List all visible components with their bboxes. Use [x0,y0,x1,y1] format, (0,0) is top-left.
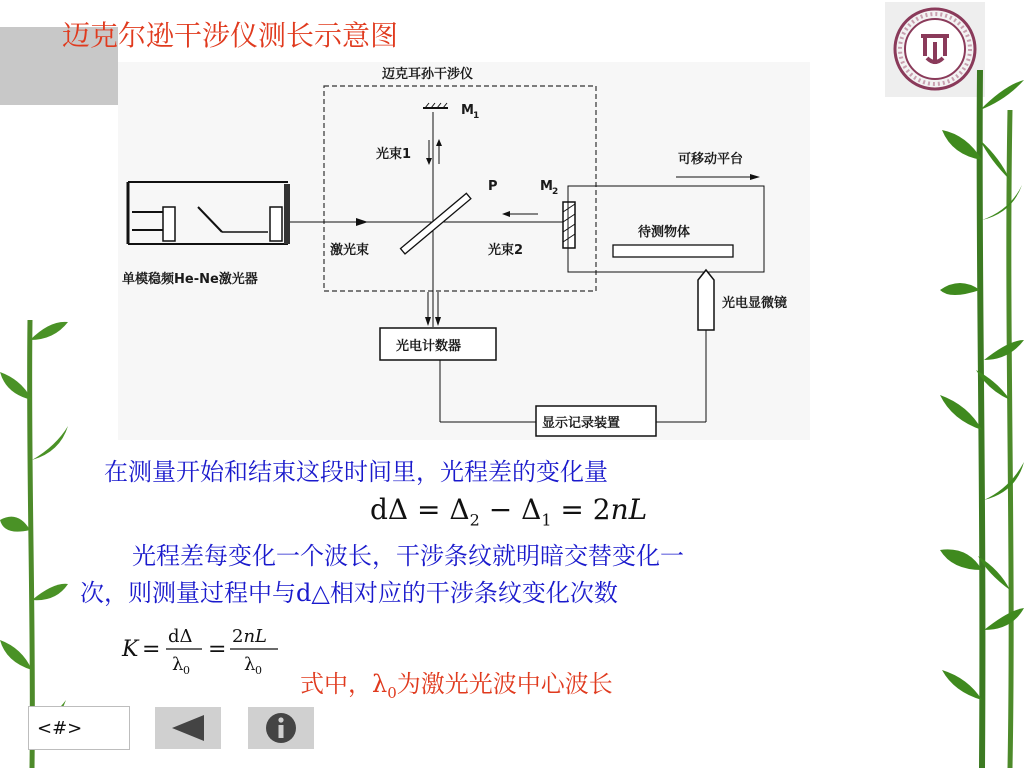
platform-label: 可移动平台 [678,152,744,167]
svg-text:K: K [122,637,139,662]
svg-text:1: 1 [473,111,480,121]
object-label: 待测物体 [638,225,691,240]
info-button[interactable] [248,707,314,749]
svg-text:=: = [142,637,161,662]
svg-text:2: 2 [552,187,559,197]
slide-title: 迈克尔逊干涉仪测长示意图 [62,19,399,52]
back-button[interactable] [155,707,221,749]
interferometer-label: 迈克耳孙干涉仪 [382,67,474,82]
page-number-field[interactable]: <#> [28,706,130,750]
back-triangle-icon [168,713,208,743]
svg-text:dΔ: dΔ [168,626,193,647]
counter-label: 光电计数器 [396,339,462,354]
svg-text:0: 0 [183,664,190,677]
laser-label: 单模稳频He-Ne激光器 [122,272,258,287]
equation-delta: $d\Delta = \Delta_2 - \Delta_1 = 2nL$ [370,493,648,530]
text-line-2: 光程差每变化一个波长，干涉条纹就明暗交替变化一 [132,542,684,570]
svg-text:λ: λ [244,654,256,675]
svg-text:λ: λ [172,654,184,675]
laser-beam-label: 激光束 [330,243,370,258]
equation-k [120,620,300,680]
laser-device [128,182,290,244]
p-label: P [488,179,498,194]
interferometer-diagram [118,62,810,440]
bamboo-decoration-right [940,70,1024,768]
svg-text:=: = [208,637,227,662]
bamboo-decoration-left [0,320,70,768]
beam2-label: 光束2 [488,243,524,258]
svg-text:0: 0 [255,664,262,677]
beam1-label: 光束1 [376,147,412,162]
microscope-label: 光电显微镜 [722,296,788,311]
text-line-1: 在测量开始和结束这段时间里，光程差的变化量 [104,458,608,486]
recorder-label: 显示记录装置 [542,416,621,431]
svg-text:2nL: 2nL [232,626,267,647]
text-line-3: 次，则测量过程中与d△相对应的干涉条纹变化次数 [80,579,618,607]
m1-label: M [461,103,474,118]
info-icon [264,711,298,745]
lambda-note: 式中，$\lambda_0$为激光光波中心波长 [300,670,613,702]
m2-label: M [540,179,553,194]
